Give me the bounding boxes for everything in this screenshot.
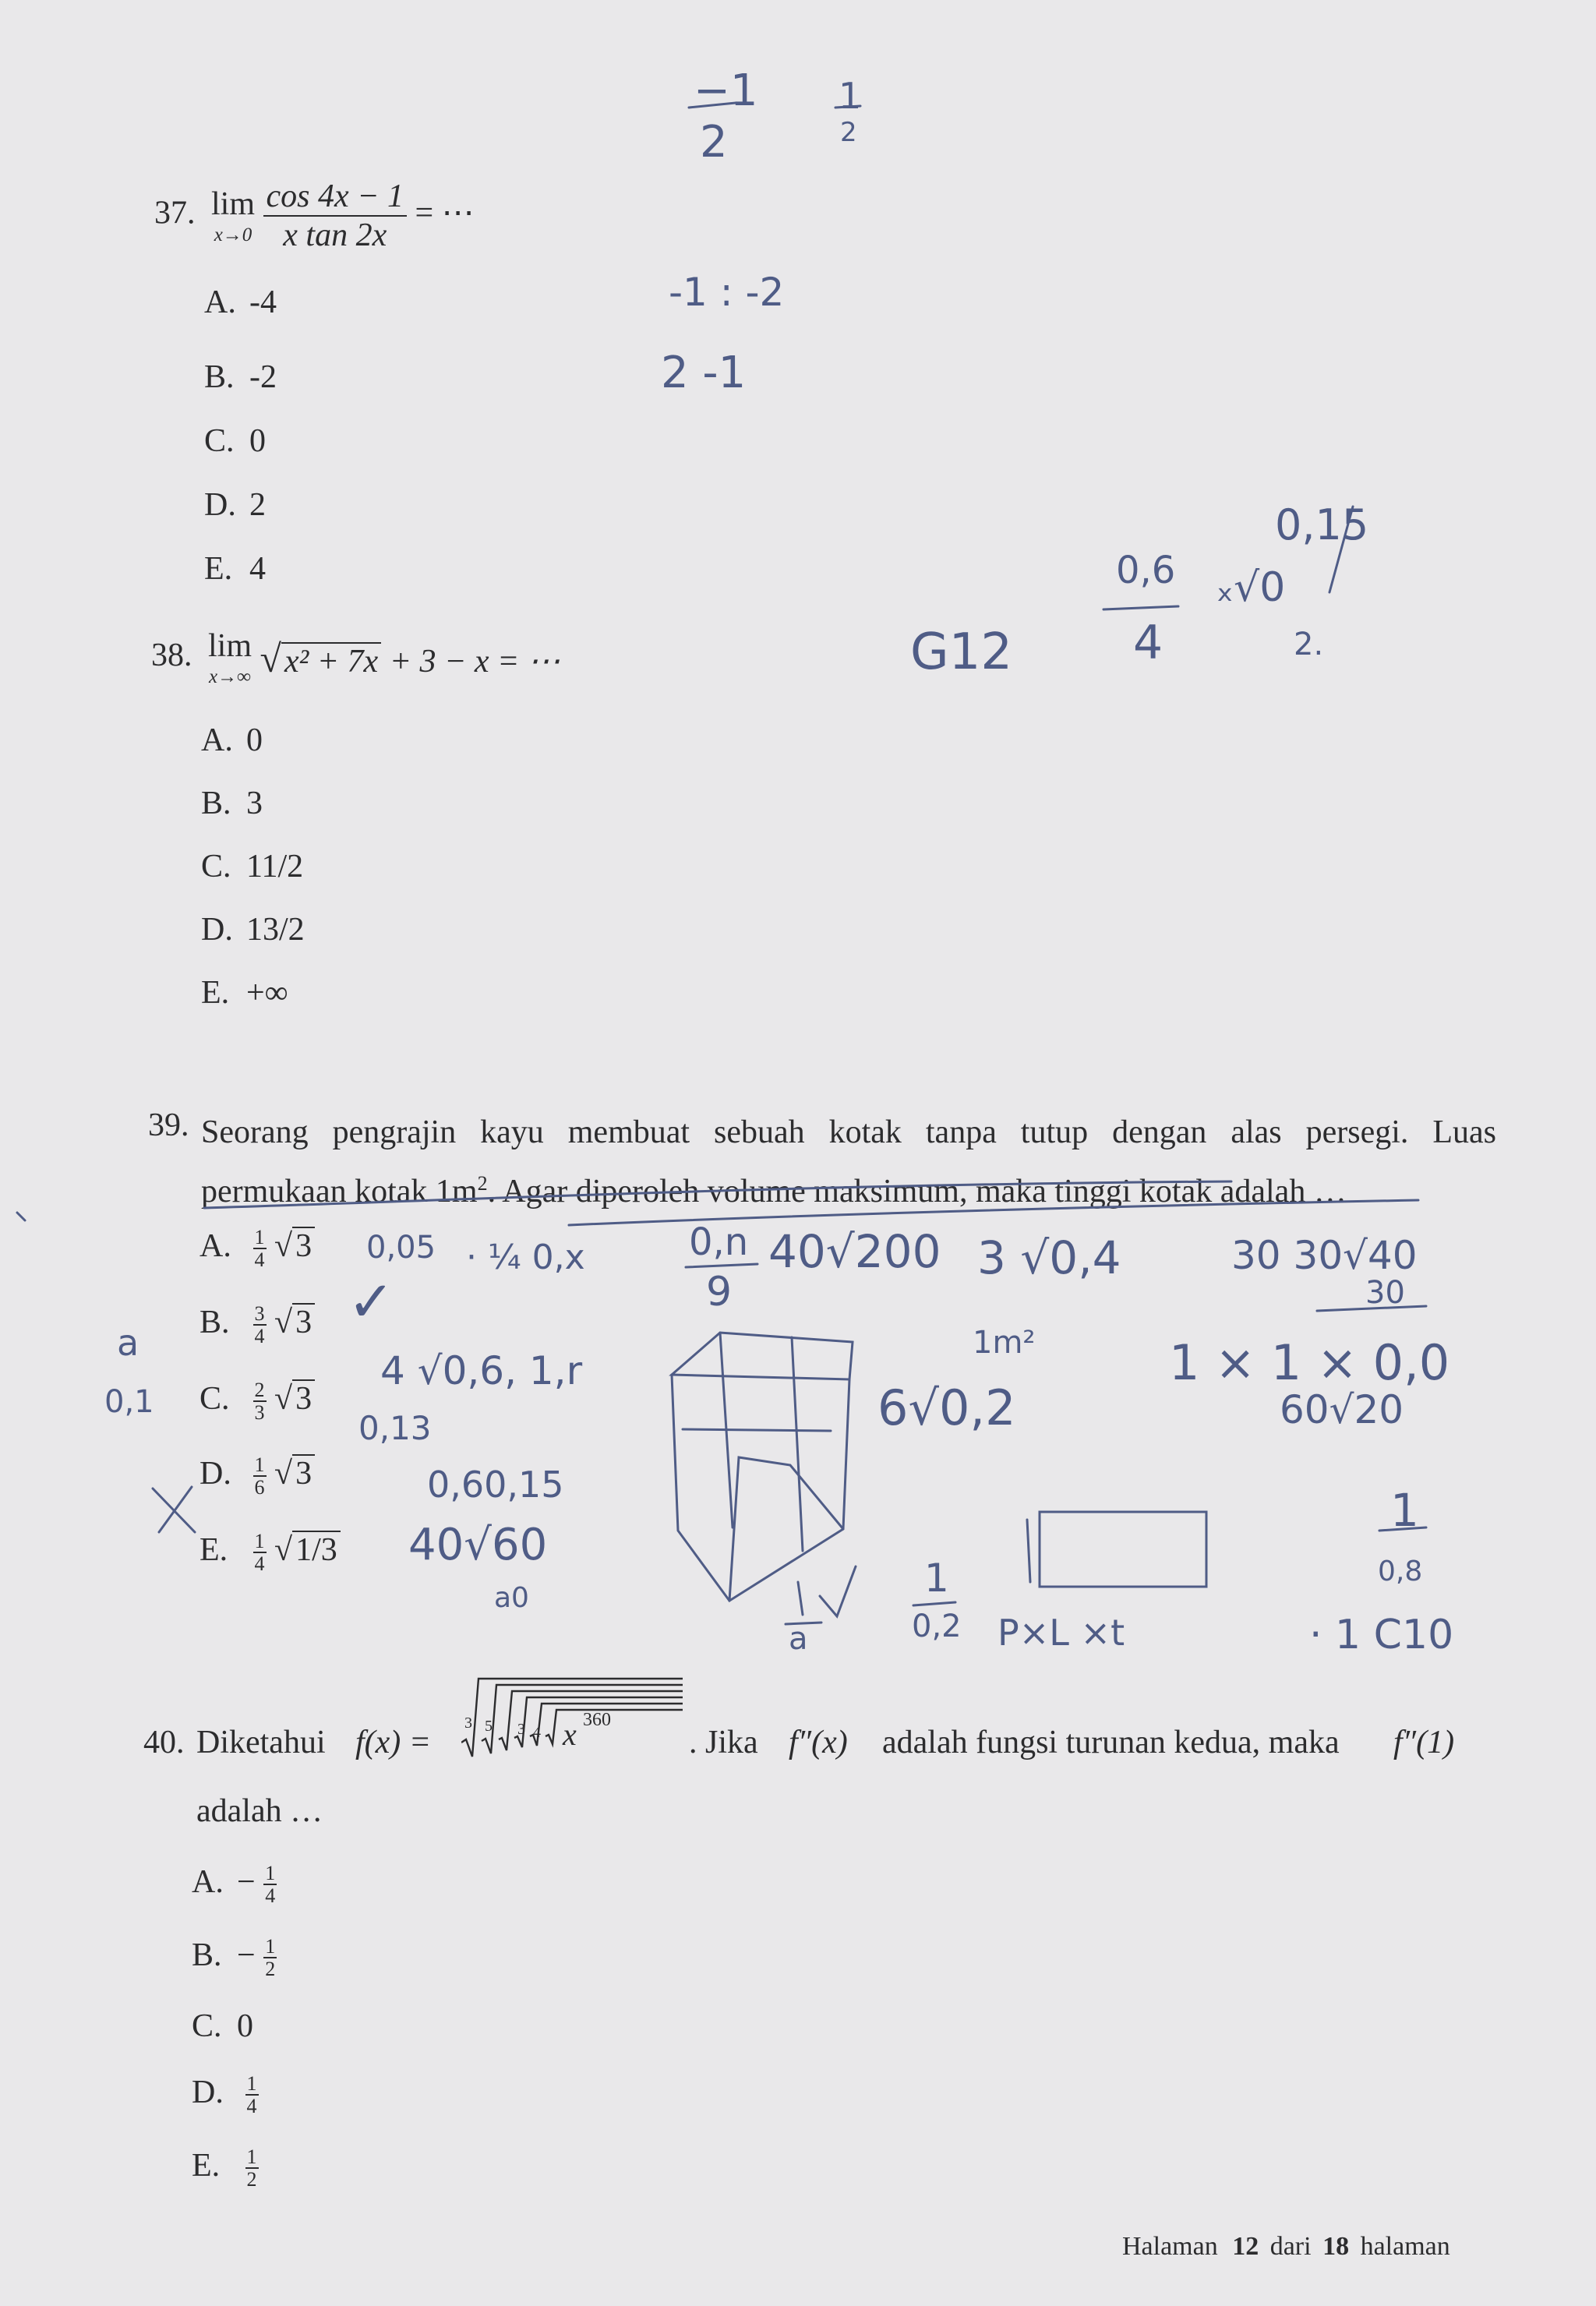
hw-4: 4	[1133, 616, 1163, 670]
q37-option-b[interactable]: B. -2	[204, 359, 277, 395]
equals-dots: = ⋯	[415, 195, 475, 231]
hw-0-6: 0,6	[1116, 549, 1176, 592]
exam-page: 37. lim x→0 $\frac{\cos 4x - 1}{\text{x tan 2x}}$ = ⋯ A. -4 B. -2 C. 0 D. 2 E. 4 38. lim x→∞ √x² + 7x + 3 − x = ⋯ A. 0 B. 3 C. 11/2 D. 13/2 E. +∞ 39. Seorang pengrajin kayu membuat sebuah kotak tanpa tutup dengan alas persegi. Luas permukaan kotak $1m^2$. Agar diperoleh volume maksimum, maka tinggi kotak adalah … A. $\frac{1}{4}$ √3 B. $\frac{3}{4}$ √3 C. $\frac{2}{3}$ √3 D. $\frac{1}{6}$ √3 E. $\frac{1}{4}$ √1/3 40. Diketahui f(x) = 3 5 3 4 x 360 . Jika f″(x) adalah fungsi turunan kedua, maka f″(1) adalah … A. − $\frac{1}{4}$ B. − $\frac{1}{2}$ C. 0 D. $\frac{1}{4}$ E. $\frac{1}{2}$ Halaman 12 dari 18 halaman −1 2 1 2 -1 : -2 2 -1 0,6 4 0,15 ₓ√0 2. G12 0,05 · ¼ 0,x ✓ 0,n 9 40√200 3 √0,4 30 30√40 30 a 0,1 4 √0,6, 1,r 0,13 0,60,15 40√60 a0 6√0,2 1m² 1 × 1 × 0,0 60√20 a 1 0,2 P×L ×t 1 0,8 · 1 C10	[0, 0, 1596, 2306]
hw-g12: G12	[910, 623, 1013, 681]
question-number: 37.	[154, 195, 196, 231]
hw-a0: a0	[494, 1582, 529, 1614]
hw-40-root-200: 40√200	[768, 1225, 941, 1278]
equals-dots: + 3 − x = ⋯	[389, 643, 560, 680]
question-39-line-1: Seorang pengrajin kayu membuat sebuah kotak tanpa tutup dengan alas persegi. Luas	[201, 1114, 1496, 1150]
q38-option-a[interactable]: A. 0	[201, 722, 263, 758]
hw-checkmark: ✓	[348, 1269, 395, 1334]
radicand-exponent: 360	[583, 1710, 611, 1730]
q40-option-a[interactable]: A. − $\frac{1}{4}$	[192, 1862, 276, 1908]
hw-0-2: 0,2	[912, 1609, 962, 1644]
q37-option-c[interactable]: C. 0	[204, 423, 266, 459]
question-40-jika: . Jika	[689, 1725, 758, 1760]
hw-margin-0-1: 0,1	[104, 1384, 154, 1420]
hw-1m2: 1m²	[973, 1325, 1036, 1361]
denominator: x tan 2x	[283, 217, 387, 253]
hw-0-6-0-15: 0,60,15	[427, 1464, 564, 1506]
hw-note-2: 2 -1	[661, 348, 747, 398]
q38-option-c[interactable]: C. 11/2	[201, 849, 304, 885]
hw-box-a: a	[789, 1621, 808, 1657]
hw-0-n: 0,n	[689, 1220, 749, 1264]
hw-0-8: 0,8	[1378, 1556, 1423, 1587]
question-40-mid: adalah fungsi turunan kedua, maka	[882, 1725, 1340, 1760]
second-derivative: f″(x)	[789, 1725, 848, 1760]
hw-pxlxt: P×L ×t	[998, 1612, 1125, 1654]
hw-fraction-num-1: −1	[694, 65, 758, 116]
hw-3-root-0-4: 3 √0,4	[977, 1231, 1121, 1284]
hw-40-root-60: 40√60	[408, 1520, 548, 1570]
q39-option-b[interactable]: B. $\frac{3}{4}$ √3	[200, 1303, 315, 1347]
hw-1x1x: 1 × 1 × 0,0	[1169, 1334, 1450, 1391]
hw-2: 2.	[1294, 627, 1324, 662]
page-footer: Halaman 12 dari 18 halaman	[1122, 2232, 1450, 2261]
radicand: x² + 7x	[281, 642, 381, 680]
hw-30-30-root-40: 30 30√40	[1231, 1233, 1418, 1278]
hw-4-root: 4 √0,6, 1,r	[380, 1348, 583, 1393]
radicand-x: x	[563, 1717, 577, 1752]
q40-option-b[interactable]: B. − $\frac{1}{2}$	[192, 1935, 276, 1981]
q40-option-c[interactable]: C. 0	[192, 2008, 253, 2044]
q37-option-e[interactable]: E. 4	[204, 551, 266, 587]
hw-0-05: 0,05	[366, 1230, 436, 1266]
q37-option-a[interactable]: A. -4	[204, 284, 277, 320]
hw-1: 1	[924, 1556, 949, 1601]
limit-operator: lim x→∞	[208, 628, 252, 687]
question-number: 38.	[151, 637, 192, 674]
question-40-lead: Diketahui	[196, 1725, 326, 1760]
hw-30: 30	[1365, 1275, 1405, 1311]
question-38: 38. lim x→∞ √x² + 7x + 3 − x = ⋯	[151, 628, 560, 687]
hw-0-15: 0,15	[1275, 500, 1369, 549]
q40-option-e[interactable]: E. $\frac{1}{2}$	[192, 2145, 257, 2191]
hw-1-c10: · 1 C10	[1309, 1612, 1454, 1658]
q38-option-b[interactable]: B. 3	[201, 786, 263, 821]
hw-note-1: -1 : -2	[669, 270, 785, 315]
q39-option-c[interactable]: C. $\frac{2}{3}$ √3	[200, 1379, 315, 1424]
limit-operator: lim x→0	[211, 185, 256, 245]
q38-option-d[interactable]: D. 13/2	[201, 912, 305, 948]
hw-9: 9	[706, 1269, 733, 1315]
question-39-line-2: permukaan kotak $1m^2$. Agar diperoleh volume maksimum, maka tinggi kotak adalah …	[201, 1172, 1347, 1210]
q40-option-d[interactable]: D. $\frac{1}{4}$	[192, 2072, 257, 2118]
hw-60-root-20: 60√20	[1280, 1387, 1404, 1432]
q37-option-d[interactable]: D. 2	[204, 487, 266, 523]
hw-margin-a: a	[117, 1322, 139, 1364]
hw-6-root-0-2: 6√0,2	[877, 1379, 1016, 1436]
q38-option-e[interactable]: E. +∞	[201, 975, 288, 1011]
hw-root-0: ₓ√0	[1216, 564, 1286, 611]
hw-fraction-den-1: 2	[700, 117, 728, 168]
hw-1b: 1	[1390, 1484, 1419, 1537]
question-40-line-2: adalah …	[196, 1793, 323, 1829]
q39-option-d[interactable]: D. $\frac{1}{6}$ √3	[200, 1454, 315, 1499]
hw-fraction-den-2: 2	[840, 117, 857, 148]
q39-option-a[interactable]: A. $\frac{1}{4}$ √3	[200, 1227, 315, 1271]
second-derivative-at-1: f″(1)	[1393, 1725, 1455, 1760]
question-40-number: 40.	[143, 1725, 185, 1760]
hw-0-13: 0,13	[358, 1409, 432, 1447]
function-label: f(x) =	[355, 1725, 432, 1760]
hw-quarter-0x: · ¼ 0,x	[466, 1238, 585, 1277]
hw-fraction-num-2: 1	[839, 75, 862, 117]
numerator: cos 4x − 1	[263, 178, 407, 217]
q39-option-e[interactable]: E. $\frac{1}{4}$ √1/3	[200, 1531, 341, 1575]
question-39-number: 39.	[148, 1107, 189, 1143]
